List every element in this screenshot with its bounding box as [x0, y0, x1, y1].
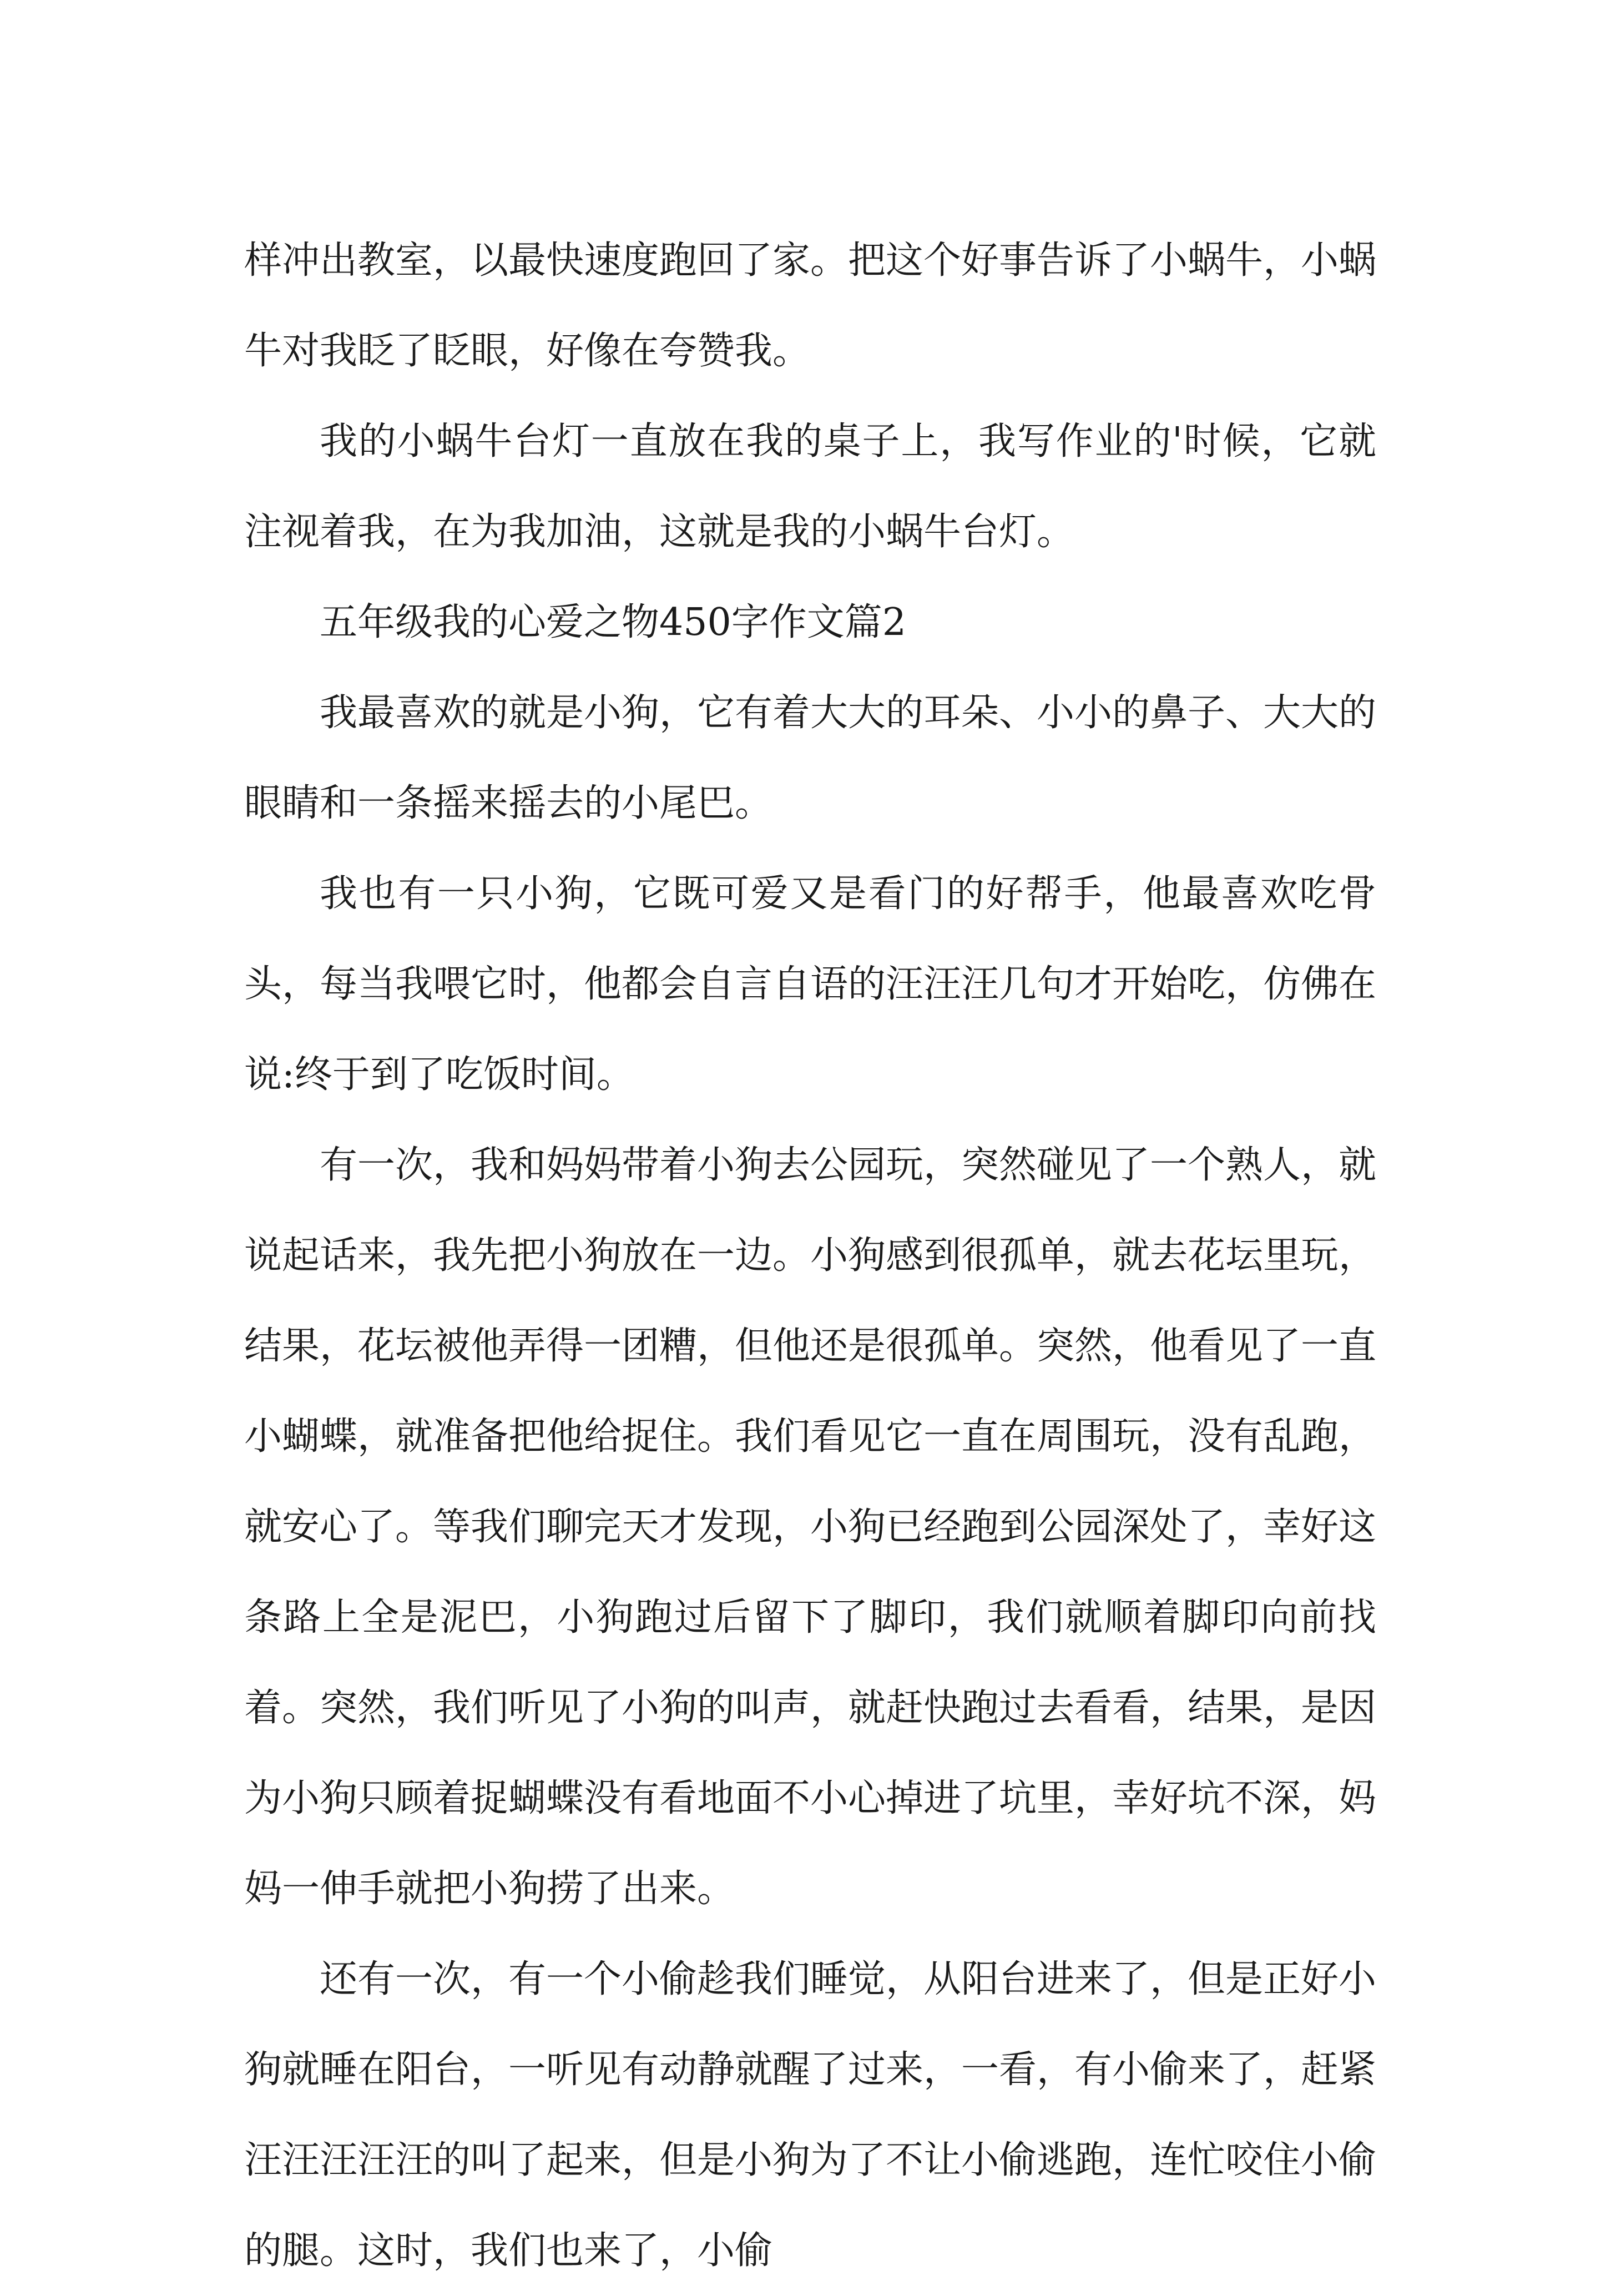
essay-body — [244, 215, 1376, 2296]
paragraph: 我最喜欢的就是小狗，它有着大大的耳朵、小小的鼻子、大大的眼睛和一条摇来摇去的小尾巴。 — [244, 691, 1377, 825]
paragraph: 有一次，我和妈妈带着小狗去公园玩，突然碰见了一个熟人，就说起话来，我先把小狗放在一边。小狗感到很孤单，就去花坛里玩，结果，花坛被他弄得一团糟，但他还是很孤单。突然，他看见了一直小蝴蝶，就准备把他给捉住。我们看见它一直在周围玩，没有乱跑，就安心了。等我们聊完天才发现，小狗已经跑到公园深处了，幸好这条路上全是泥巴，小狗跑过后留下了脚印，我们就顺着脚印向前找着。突然，我们听见了小狗的叫声，就赶快跑过去看看，结果，是因为小狗只顾着捉蝴蝶没有看地面不小心掉进了坑里，幸好坑不深，妈妈一伸手就把小狗捞了出来。 — [244, 1143, 1377, 1911]
paragraph: 还有一次，有一个小偷趁我们睡觉，从阳台进来了，但是正好小狗就睡在阳台，一听见有动静就醒了过来，一看，有小偷来了，赶紧汪汪汪汪汪的叫了起来，但是小狗为了不让小偷逃跑，连忙咬住小偷的腿。这时，我们也来了，小偷 — [244, 1957, 1377, 2273]
paragraph: 我的小蜗牛台灯一直放在我的桌子上，我写作业的'时候，它就注视着我，在为我加油，这就是我的小蜗牛台灯。 — [244, 420, 1376, 554]
paragraph: 我也有一只小狗，它既可爱又是看门的好帮手，他最喜欢吃骨头，每当我喂它时，他都会自言自语的汪汪汪几句才开始吃，仿佛在说:终于到了吃饭时间。 — [244, 872, 1377, 1097]
paragraph-continuation: 样冲出教室，以最快速度跑回了家。把这个好事告诉了小蜗牛，小蜗牛对我眨了眨眼，好像在夸赞我。 — [244, 239, 1377, 373]
essay-title: 五年级我的心爱之物450字作文篇2 — [320, 601, 907, 644]
